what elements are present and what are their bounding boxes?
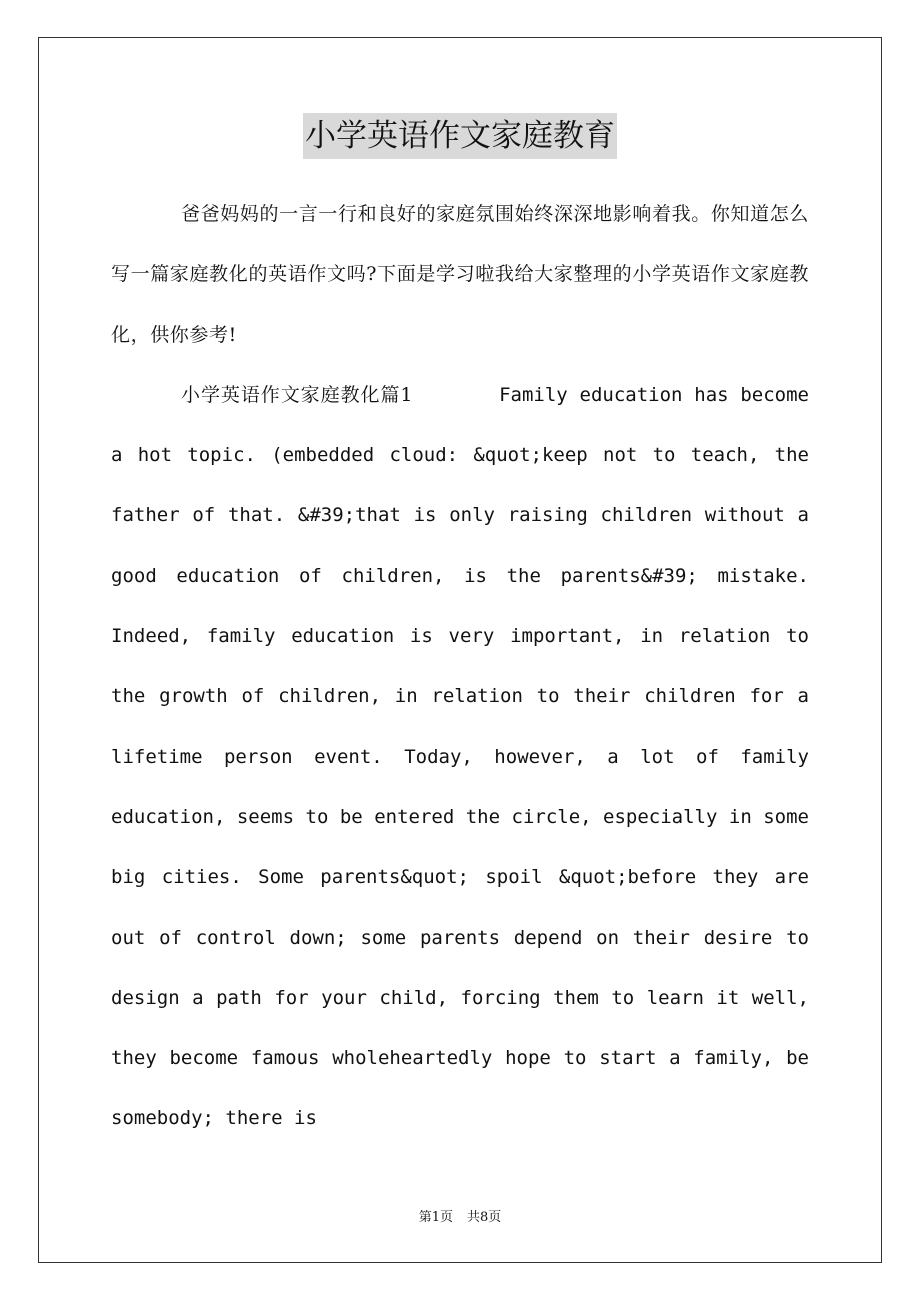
section-heading: 小学英语作文家庭教化篇1 xyxy=(181,383,414,406)
intro-paragraph: 爸爸妈妈的一言一行和良好的家庭氛围始终深深地影响着我。你知道怎么写一篇家庭教化的英语作文吗?下面是学习啦我给大家整理的小学英语作文家庭教化，供你参考! xyxy=(111,203,809,346)
document-body xyxy=(111,184,809,1149)
page-number: 第1页 xyxy=(418,1210,453,1225)
essay-body-text: Family education has become a hot topic. (embedded cloud: &quot;keep not to teach, the father of that. &#39;that is only raising children without a good education of children, is the parents&#39; mistake. Indeed, family education is very important, in relation to the growth of children, in relation to their children for a lifetime person event. Today, however, a lot of family education, seems to be entered the circle, especially in some big cities. Some parents&quot; spoil &quot;before they are out of control down; some parents depend on their desire to design a path for your child, forcing them to learn it well, they become famous wholeheartedly hope to start a family, be somebody; there is xyxy=(111,383,809,1130)
page-footer xyxy=(0,1206,920,1225)
page-total: 共8页 xyxy=(467,1210,502,1225)
essay-paragraph xyxy=(111,365,809,1149)
title-container xyxy=(0,113,920,159)
document-title: 小学英语作文家庭教育 xyxy=(303,113,617,159)
